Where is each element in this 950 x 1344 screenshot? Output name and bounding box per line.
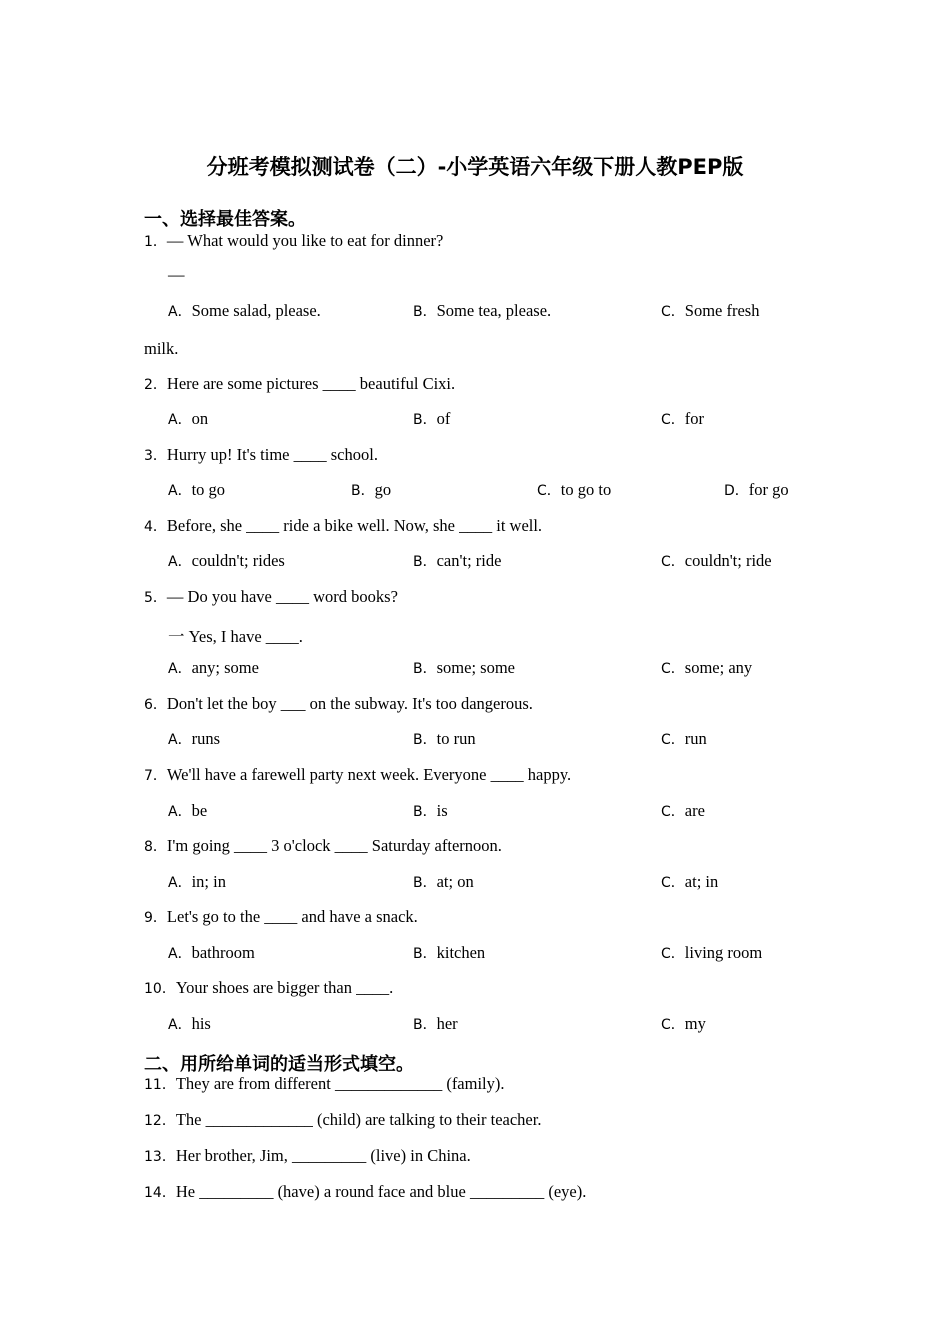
- option-a[interactable]: [168, 1014, 211, 1034]
- option-label: C．: [661, 661, 685, 677]
- question-number: 14．: [144, 1185, 176, 1201]
- question-6: [144, 694, 533, 714]
- question-text: — What would you like to eat for dinner?: [166, 231, 444, 250]
- option-c-wrap: milk.: [144, 339, 179, 358]
- question-number: 13．: [144, 1149, 176, 1165]
- option-text: be: [191, 801, 208, 820]
- option-text: some; some: [436, 658, 515, 677]
- option-c[interactable]: [661, 801, 705, 821]
- option-text: my: [684, 1014, 706, 1033]
- option-a[interactable]: [168, 729, 220, 749]
- option-label: B．: [413, 732, 437, 748]
- option-text: for: [684, 409, 705, 428]
- option-label: B．: [413, 1017, 437, 1033]
- option-label: B．: [413, 661, 437, 677]
- question-7: [144, 765, 571, 785]
- option-text: some; any: [684, 658, 753, 677]
- question-14: [144, 1182, 586, 1202]
- option-a[interactable]: [168, 551, 285, 571]
- option-b[interactable]: [413, 729, 476, 749]
- option-label: B．: [413, 946, 437, 962]
- option-label: A．: [168, 804, 192, 820]
- option-text: to run: [436, 729, 476, 748]
- option-label: A．: [168, 661, 192, 677]
- option-text: to go to: [560, 480, 612, 499]
- option-label: A．: [168, 554, 192, 570]
- option-text: any; some: [191, 658, 259, 677]
- question-text: — Do you have ____ word books?: [166, 587, 398, 606]
- option-text: run: [684, 729, 707, 748]
- option-label: A．: [168, 732, 192, 748]
- option-label: B．: [413, 804, 437, 820]
- option-a[interactable]: [168, 658, 259, 678]
- option-text: living room: [684, 943, 763, 962]
- option-b[interactable]: [413, 1014, 458, 1034]
- option-c[interactable]: [661, 409, 704, 429]
- option-label: C．: [661, 732, 685, 748]
- option-text: couldn't; rides: [191, 551, 285, 570]
- option-label: C．: [661, 804, 685, 820]
- option-text: Some fresh: [684, 301, 760, 320]
- option-label: B．: [413, 875, 437, 891]
- option-text: can't; ride: [436, 551, 502, 570]
- option-text: go: [374, 480, 392, 499]
- option-text: Some salad, please.: [191, 301, 321, 320]
- option-text: his: [191, 1014, 211, 1033]
- question-13: [144, 1146, 471, 1166]
- question-text: Hurry up! It's time ____ school.: [166, 445, 378, 464]
- option-text: to go: [191, 480, 226, 499]
- question-9: [144, 907, 418, 927]
- question-number: 5．: [144, 590, 167, 606]
- option-c[interactable]: [661, 301, 759, 321]
- option-text: Some tea, please.: [436, 301, 552, 320]
- option-label: C．: [661, 875, 685, 891]
- page-title: 分班考模拟测试卷（二）-小学英语六年级下册人教PEP版: [206, 155, 744, 179]
- option-text: runs: [191, 729, 220, 748]
- option-text: bathroom: [191, 943, 255, 962]
- option-b[interactable]: [413, 943, 485, 963]
- question-text: Before, she ____ ride a bike well. Now, she ____ it well.: [166, 516, 543, 535]
- question-number: 9．: [144, 910, 167, 926]
- question-number: 6．: [144, 697, 167, 713]
- question-text: They are from different _____________ (family).: [175, 1074, 505, 1093]
- question-text: He _________ (have) a round face and blue _________ (eye).: [175, 1182, 587, 1201]
- option-label: B．: [413, 304, 437, 320]
- option-text: are: [684, 801, 705, 820]
- option-label: B．: [413, 412, 437, 428]
- option-label: C．: [537, 483, 561, 499]
- question-11: [144, 1074, 505, 1094]
- question-text: Her brother, Jim, _________ (live) in China.: [175, 1146, 471, 1165]
- option-b[interactable]: [351, 480, 391, 500]
- option-c[interactable]: [661, 1014, 706, 1034]
- option-label: A．: [168, 946, 192, 962]
- option-text: her: [436, 1014, 458, 1033]
- question-8: [144, 836, 502, 856]
- option-label: A．: [168, 483, 192, 499]
- option-d[interactable]: [724, 480, 789, 500]
- option-text: at; on: [436, 872, 474, 891]
- option-label: C．: [661, 412, 685, 428]
- option-c[interactable]: [661, 729, 707, 749]
- question-1-answer-line: —: [168, 265, 185, 284]
- question-5-answer-line: 一 Yes, I have ____.: [168, 627, 303, 646]
- option-c[interactable]: [537, 480, 611, 500]
- option-label: B．: [413, 554, 437, 570]
- option-c[interactable]: [661, 551, 772, 571]
- question-number: 2．: [144, 377, 167, 393]
- question-text: I'm going ____ 3 o'clock ____ Saturday afternoon.: [166, 836, 502, 855]
- option-a[interactable]: [168, 409, 208, 429]
- question-2: [144, 374, 455, 394]
- question-5: [144, 587, 398, 607]
- option-c[interactable]: [661, 658, 752, 678]
- question-text: Your shoes are bigger than ____.: [175, 978, 394, 997]
- option-label: A．: [168, 875, 192, 891]
- option-label: C．: [661, 946, 685, 962]
- section-heading-1: 一、选择最佳答案。: [144, 209, 306, 230]
- question-3: [144, 445, 378, 465]
- option-text: in; in: [191, 872, 226, 891]
- option-label: C．: [661, 1017, 685, 1033]
- question-12: [144, 1110, 541, 1130]
- option-text: kitchen: [436, 943, 486, 962]
- option-b[interactable]: [413, 872, 474, 892]
- option-b[interactable]: [413, 551, 501, 571]
- section-heading-2: 二、用所给单词的适当形式填空。: [144, 1054, 414, 1075]
- option-text: for go: [748, 480, 789, 499]
- question-10: [144, 978, 393, 998]
- option-label: C．: [661, 554, 685, 570]
- question-text: The _____________ (child) are talking to their teacher.: [175, 1110, 542, 1129]
- question-number: 4．: [144, 519, 167, 535]
- question-number: 7．: [144, 768, 167, 784]
- question-text: Here are some pictures ____ beautiful Cixi.: [166, 374, 456, 393]
- option-label: A．: [168, 304, 192, 320]
- option-a[interactable]: [168, 301, 321, 321]
- option-label: C．: [661, 304, 685, 320]
- option-text: of: [436, 409, 451, 428]
- question-text: Let's go to the ____ and have a snack.: [166, 907, 418, 926]
- question-number: 10．: [144, 981, 176, 997]
- option-c[interactable]: [661, 943, 762, 963]
- option-a[interactable]: [168, 480, 225, 500]
- question-number: 8．: [144, 839, 167, 855]
- option-label: B．: [351, 483, 375, 499]
- question-number: 11．: [144, 1077, 176, 1093]
- option-b[interactable]: [413, 409, 450, 429]
- option-text: is: [436, 801, 448, 820]
- option-c[interactable]: [661, 872, 718, 892]
- option-a[interactable]: [168, 943, 255, 963]
- question-number: 3．: [144, 448, 167, 464]
- option-b[interactable]: [413, 801, 448, 821]
- question-number: 12．: [144, 1113, 176, 1129]
- option-text: on: [191, 409, 209, 428]
- question-4: [144, 516, 542, 536]
- option-label: D．: [724, 483, 749, 499]
- question-number: 1．: [144, 234, 167, 250]
- option-label: A．: [168, 412, 192, 428]
- option-b[interactable]: [413, 301, 551, 321]
- option-label: A．: [168, 1017, 192, 1033]
- option-b[interactable]: [413, 658, 515, 678]
- option-a[interactable]: [168, 801, 207, 821]
- question-text: We'll have a farewell party next week. Everyone ____ happy.: [166, 765, 572, 784]
- option-a[interactable]: [168, 872, 226, 892]
- question-text: Don't let the boy ___ on the subway. It's too dangerous.: [166, 694, 533, 713]
- option-text: at; in: [684, 872, 719, 891]
- option-text: couldn't; ride: [684, 551, 772, 570]
- question-1: [144, 231, 443, 251]
